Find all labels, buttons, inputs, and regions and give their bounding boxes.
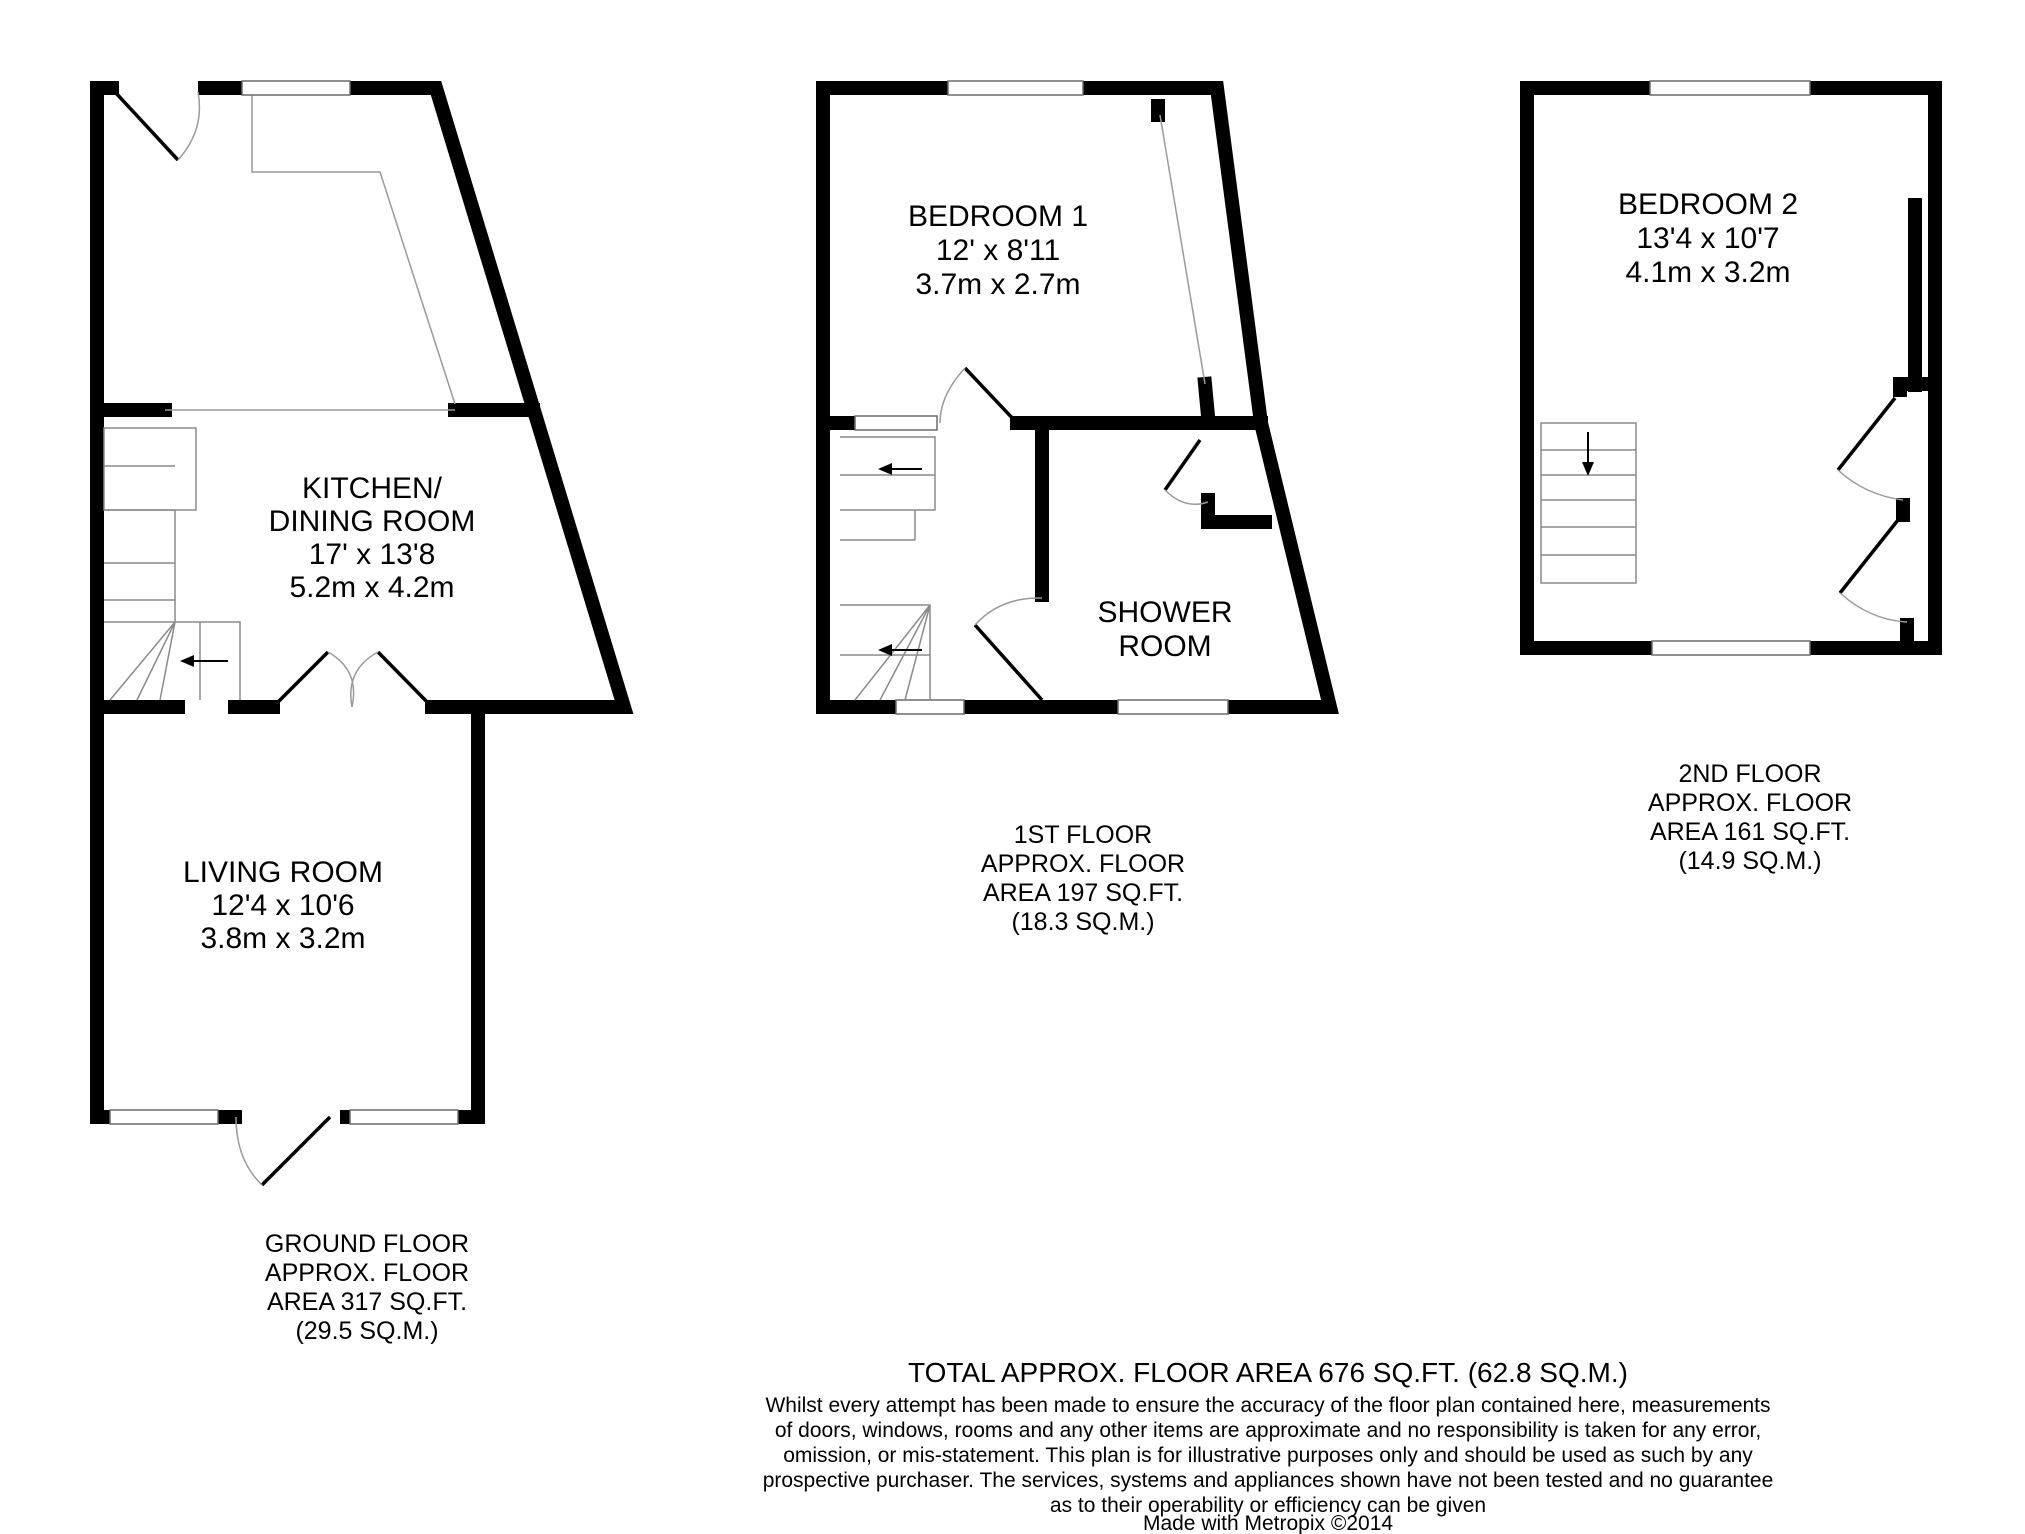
bedroom-2-imperial: 13'4 x 10'7 <box>1636 222 1780 255</box>
kitchen-imperial: 17' x 13'8 <box>308 538 436 571</box>
ground-floor-plan <box>97 81 624 1345</box>
window <box>1650 81 1810 95</box>
metropix-credit: Made with Metropix ©2014 <box>1142 1512 1394 1534</box>
stair-direction-arrow <box>180 655 194 667</box>
bedroom-1-imperial: 12' x 8'11 <box>935 234 1061 267</box>
bedroom-1-door <box>965 368 1017 423</box>
ground-caption-line4: (29.5 SQ.M.) <box>295 1317 439 1345</box>
disclaimer-line5: as to their operability or efficiency can be given <box>1049 1494 1487 1517</box>
total-floor-area: TOTAL APPROX. FLOOR AREA 676 SQ.FT. (62.8 SQ.M.) <box>908 1357 1628 1388</box>
disclaimer-line4: prospective purchaser. The services, systems and appliances shown have not been tested and no guarantee <box>762 1469 1774 1492</box>
window <box>1118 700 1228 714</box>
kitchen-double-door <box>273 652 328 707</box>
shower-cupboard-door <box>1165 440 1200 490</box>
front-door <box>262 1117 330 1185</box>
bedroom-2-name: BEDROOM 2 <box>1617 188 1799 221</box>
window <box>1652 641 1810 655</box>
window <box>350 1110 458 1124</box>
window <box>242 81 350 95</box>
first-floor-staircase <box>840 437 935 700</box>
first-caption-line1: 1ST FLOOR <box>1013 821 1153 849</box>
bedroom-2-metric: 4.1m x 3.2m <box>1625 256 1791 289</box>
disclaimer-line3: omission, or mis-statement. This plan is for illustrative purposes only and should be used as such by any <box>783 1444 1753 1467</box>
second-caption-line2: APPROX. FLOOR <box>1647 789 1853 817</box>
second-floor-plan <box>1527 81 1935 875</box>
kitchen-name-line2: DINING ROOM <box>268 505 476 538</box>
shower-room-door <box>975 625 1042 700</box>
first-caption-line2: APPROX. FLOOR <box>980 850 1186 878</box>
second-floor-outer-wall <box>1527 88 1935 648</box>
ground-caption-line2: APPROX. FLOOR <box>264 1259 470 1287</box>
first-caption-line3: AREA 197 SQ.FT. <box>982 879 1184 907</box>
bedroom-1-metric: 3.7m x 2.7m <box>915 268 1081 301</box>
storage-door <box>1838 398 1895 470</box>
living-room-metric: 3.8m x 3.2m <box>200 922 366 955</box>
storage-door <box>1840 520 1898 593</box>
second-caption-line1: 2ND FLOOR <box>1678 760 1822 788</box>
ground-floor-outer-wall <box>97 88 178 707</box>
bedroom-1-name: BEDROOM 1 <box>907 200 1089 233</box>
kitchen-worktop <box>252 95 455 404</box>
living-room-imperial: 12'4 x 10'6 <box>211 889 355 922</box>
window <box>110 1110 218 1124</box>
first-floor-plan <box>823 81 1330 936</box>
shower-room-name-line1: SHOWER <box>1097 596 1233 629</box>
window <box>948 81 1083 95</box>
living-room-name: LIVING ROOM <box>182 856 384 889</box>
kitchen-metric: 5.2m x 4.2m <box>289 571 455 604</box>
second-caption-line4: (14.9 SQ.M.) <box>1678 847 1822 875</box>
second-caption-line3: AREA 161 SQ.FT. <box>1649 818 1851 846</box>
living-room-wall-left <box>97 707 115 1117</box>
shower-room-name-line2: ROOM <box>1118 630 1212 663</box>
first-floor-outer-wall <box>823 88 1330 707</box>
window <box>896 700 964 714</box>
window <box>855 416 937 430</box>
ground-floor-staircase <box>104 428 240 700</box>
disclaimer-line2: of doors, windows, rooms and any other items are approximate and no responsibility is taken for any error, <box>774 1419 1762 1442</box>
disclaimer-line1: Whilst every attempt has been made to ensure the accuracy of the floor plan contained here, measurements <box>765 1394 1771 1417</box>
ground-caption-line3: AREA 317 SQ.FT. <box>266 1288 468 1316</box>
first-caption-line4: (18.3 SQ.M.) <box>1011 908 1155 936</box>
second-floor-staircase <box>1541 423 1636 583</box>
back-door <box>115 92 178 160</box>
kitchen-name-line1: KITCHEN/ <box>301 472 443 505</box>
ground-caption-line1: GROUND FLOOR <box>264 1230 470 1258</box>
footer <box>763 1357 1774 1534</box>
